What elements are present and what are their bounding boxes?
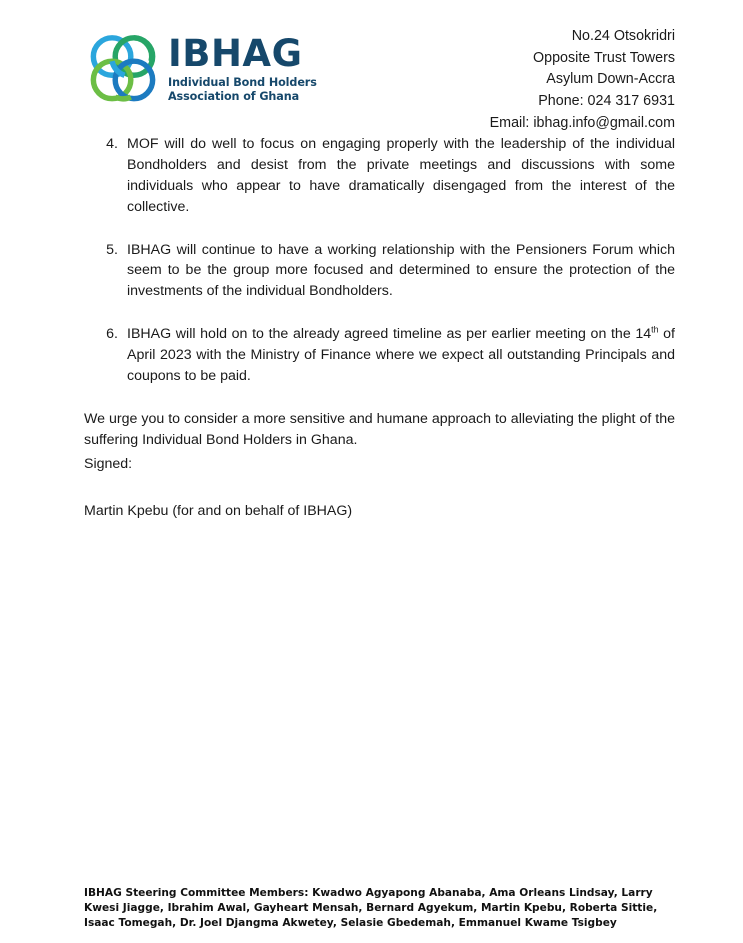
logo-tagline (168, 76, 317, 104)
address-line-landmark: Opposite Trust Towers (533, 49, 675, 66)
interlocking-rings-logo-icon (84, 30, 162, 108)
logo-text-block (168, 31, 317, 104)
logo-tagline-line-1: Individual Bond Holders (168, 75, 317, 89)
address-line-street: No.24 Otsokridri (571, 28, 675, 44)
list-item (84, 324, 675, 387)
address-line-email: Email: ibhag.info@gmail.com (489, 114, 675, 131)
list-item-text-part-1: IBHAG will hold on to the already agreed timeline as per earlier meeting on the 14 (127, 326, 652, 343)
list-item-text: IBHAG will continue to have a working relationship with the Pensioners Forum which seem to be the group more focused and determined to ensure the protection of the investments of the individual Bondholders. (127, 241, 675, 300)
logo-wordmark: IBHAG (168, 31, 303, 75)
signature-block (84, 455, 352, 522)
closing-paragraph: We urge you to consider a more sensitive and humane approach to alleviating the plight of the suffering Individual Bond Holders in Ghana. (84, 410, 675, 448)
address-block (490, 26, 675, 135)
list-item-text: MOF will do well to focus on engaging properly with the leadership of the individual Bondholders and desist from the private meetings and discussions with some individuals who appear to have dramatically disengaged from the interest of the collective. (127, 136, 675, 215)
list-item-number: 4. (106, 136, 118, 152)
ordinal-suffix: th (651, 324, 659, 335)
list-item-number: 5. (106, 241, 118, 258)
signatory-name: Martin Kpebu (for and on behalf of IBHAG) (84, 502, 353, 519)
steering-committee-footer: IBHAG Steering Committee Members: Kwadwo Agyapong Abanaba, Ama Orleans Lindsay, Larry Kwesi Jiagge, Ibrahim Awal, Gayheart Mensah, Bernard Agyekum, Martin Kpebu, Roberta Sittie, Isaac Tomegah, Dr. Joel Djangma Akwetey, Selasie Gbedemah, Emmanuel Kwame Tsigbey (84, 886, 658, 929)
list-item (84, 240, 675, 303)
address-line-city: Asylum Down-Accra (546, 71, 675, 88)
ibhag-logo (84, 30, 317, 108)
numbered-points-list (84, 134, 675, 387)
address-line-phone: Phone: 024 317 6931 (538, 93, 675, 110)
list-item-number: 6. (106, 326, 118, 343)
list-item (84, 134, 675, 218)
document-header (0, 22, 743, 131)
list-item-text-part-2: of April 2023 with the Ministry of Finance where we expect all outstanding Principals and coupons to be paid. (127, 326, 675, 384)
document-body (84, 134, 675, 451)
signed-label: Signed: (84, 456, 133, 472)
logo-tagline-line-2: Association of Ghana (168, 89, 300, 103)
